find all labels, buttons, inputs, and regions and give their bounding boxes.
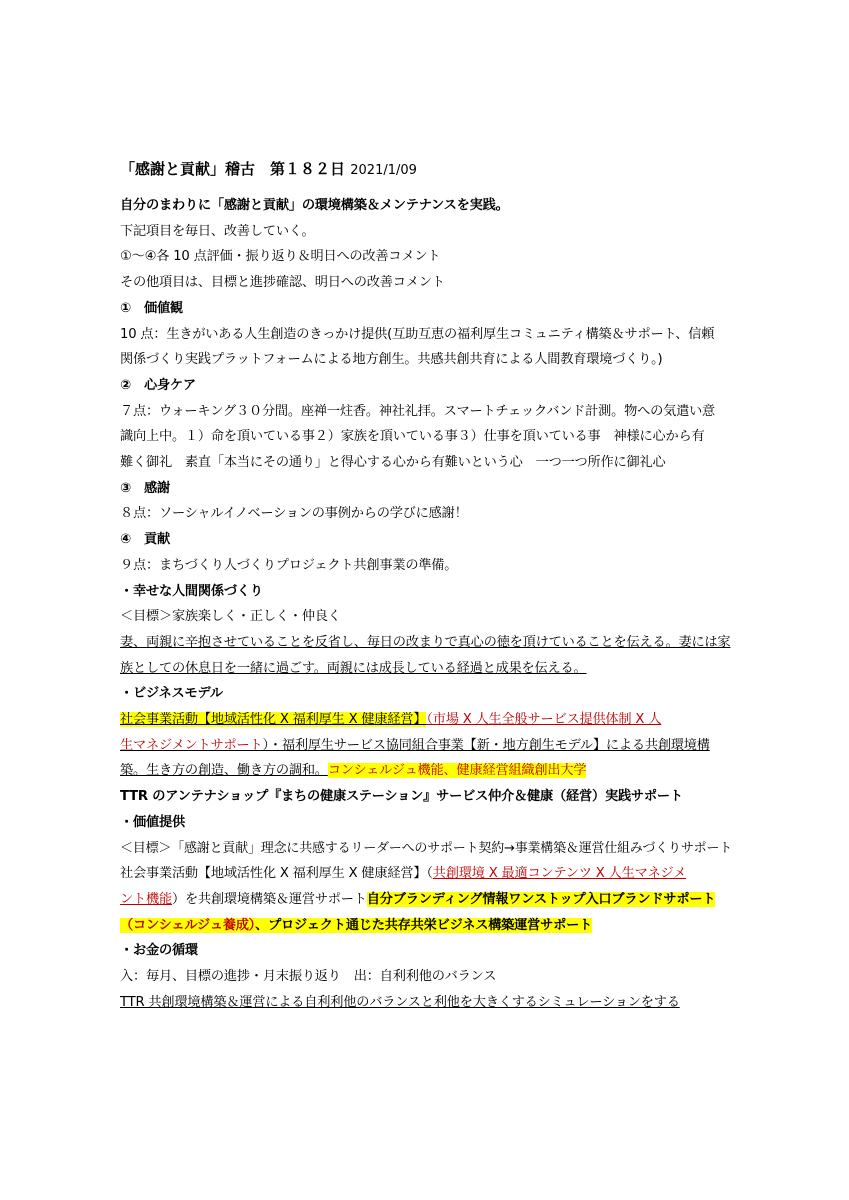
highlighted-bold-text: 自分ブランディング情報ワンストップ入口ブランドサポート <box>366 891 716 907</box>
section-line: 妻、両親に辛抱させていることを反省し、毎日の改まりで真心の徳を頂けていることを伝える。妻には家 <box>120 634 731 650</box>
section-line: 入：毎月、目標の進捗・月末振り返り 出：自利利他のバランス <box>120 969 497 985</box>
title-text: 「感謝と貢献」稽古 第１８２日 <box>120 160 346 178</box>
intro-line: 下記項目を毎日、改善していく。 <box>120 223 315 239</box>
intro-line: 自分のまわりに「感謝と貢献」の環境構築＆メンテナンスを実践。 <box>120 198 509 213</box>
section-line <box>120 913 732 939</box>
red-text: ント機能 <box>120 891 172 907</box>
section-line: 識向上中。１）命を頂いている事２）家族を頂いている事３）仕事を頂いている事 神様に心から有 <box>120 429 705 445</box>
section-line: ７点：ウォーキング３０分間。座禅一炷香。神社礼拝。スマートチェックバンド計測。物への気遣い意 <box>120 403 716 419</box>
red-text: 共創環境 X 最適コンテンツ X 人生マネジメ <box>432 866 687 882</box>
section-line: ８点：ソーシャルイノベーションの事例からの学びに感謝！ <box>120 506 468 522</box>
section-heading-business-model: ・ビジネスモデル <box>120 686 223 702</box>
plain-text: 築。生き方の創造、働き方の調和。 <box>120 763 328 779</box>
section-line <box>120 733 732 759</box>
plain-text: ）を共創環境構築＆運営サポート <box>171 891 367 907</box>
document-body <box>120 156 732 1016</box>
section-heading-gratitude: ③ 感謝 <box>120 480 170 496</box>
section-line <box>120 887 732 913</box>
red-text: （市場 X 人生全般サービス提供体制 X 人 <box>426 712 662 728</box>
plain-text: 社会事業活動【地域活性化 X 福利厚生 X 健康経営】（ <box>120 866 433 882</box>
section-line: ９点：まちづくり人づくりプロジェクト共創事業の準備。 <box>120 557 458 573</box>
section-heading-contribution: ④ 貢献 <box>120 532 170 548</box>
section-line <box>120 707 732 733</box>
highlighted-red-bold-text: （コンシェルジュ養成） <box>120 917 256 933</box>
section-heading-relationships: ・幸せな人間関係づくり <box>120 583 263 599</box>
section-line: 難く御礼 素直「本当にその通り」と得心する心から有難いという心 一つ一つ所作に御礼心 <box>120 455 666 471</box>
title-date: 2021/1/09 <box>350 163 417 178</box>
section-line <box>120 861 732 887</box>
section-line: ＜目標＞「感謝と貢献」理念に共感するリーダーへのサポート契約→事業構築＆運営仕組みづくりサポート <box>120 840 733 856</box>
highlighted-red-text: コンシェルジュ機能、健康経営組織創出大学 <box>327 763 587 779</box>
section-line: 10 点：生きがいある人生創造のきっかけ提供(互助互恵の福利厚生コミュニティ構築＆サポート、信頼 <box>120 326 715 342</box>
page-title <box>120 156 732 184</box>
intro-line: その他項目は、目標と進捗確認、明日への改善コメント <box>120 275 445 291</box>
section-line: 族としての休息日を一緒に過ごす。両親には成長している経過と成果を伝える。 <box>120 660 587 676</box>
section-heading-money-flow: ・お金の循環 <box>120 943 198 959</box>
intro-line: ①～④各 10 点評価・振り返り＆明日への改善コメント <box>120 249 441 265</box>
goal-line: ＜目標＞家族楽しく・正しく・仲良く <box>120 609 341 625</box>
section-heading-value-offer: ・価値提供 <box>120 814 185 830</box>
section-heading-body-care: ② 心身ケア <box>120 377 196 393</box>
section-line: 関係づくり実践プラットフォームによる地方創生。共感共創共育による人間教育環境づくり。) <box>120 352 663 368</box>
highlighted-text: 社会事業活動【地域活性化 X 福利厚生 X 健康経営】 <box>120 712 427 728</box>
plain-text: ）・福利厚生サービス協同組合事業【新・地方創生モデル】による共創環境構 <box>262 737 710 753</box>
highlighted-bold-text: 、プロジェクト通じた共存共栄ビジネス構築運営サポート <box>255 917 593 933</box>
section-heading-values: ① 価値観 <box>120 300 183 316</box>
section-line: TTR のアンテナショップ『まちの健康ステーション』サービス仲介＆健康（経営）実践サポート <box>120 789 683 805</box>
section-line <box>120 758 732 784</box>
section-line: TTR 共創環境構築＆運営による自利利他のバランスと利他を大きくするシミュレーションをする <box>120 994 680 1010</box>
red-text: 生マネジメントサポート <box>120 737 263 753</box>
